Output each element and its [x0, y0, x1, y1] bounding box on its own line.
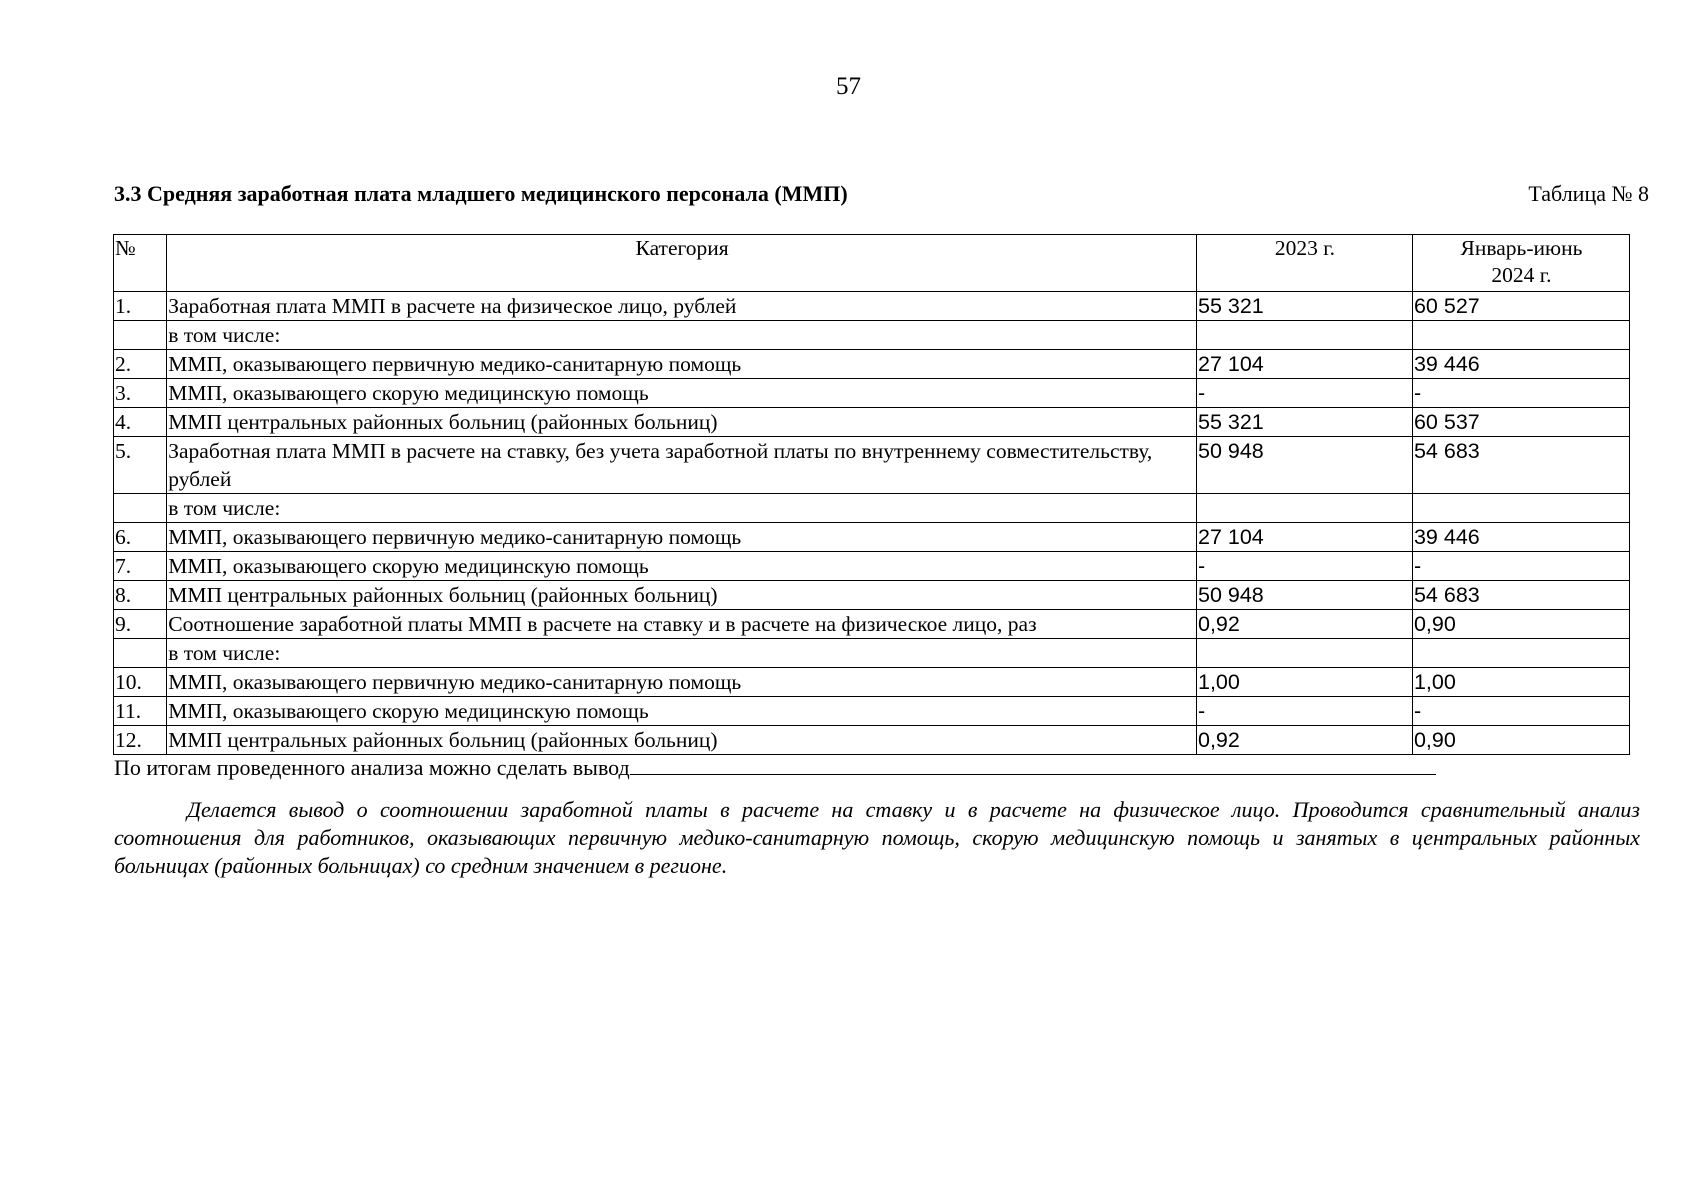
- header-2023: 2023 г.: [1196, 235, 1412, 292]
- section-title: 3.3 Средняя заработная плата младшего медицинского персонала (ММП): [114, 181, 848, 206]
- row-category: Соотношение заработной платы ММП в расчете на ставку и в расчете на физическое лицо, раз: [167, 610, 1197, 639]
- row-num: 9.: [114, 610, 167, 639]
- row-value-2023: [1196, 321, 1412, 350]
- row-num: 6.: [114, 523, 167, 552]
- page-number: 57: [836, 73, 861, 100]
- row-value-2024: 54 683: [1412, 437, 1629, 494]
- table-row: [114, 379, 1630, 408]
- row-category: ММП центральных районных больниц (районных больниц): [167, 581, 1197, 610]
- row-value-2023: 50 948: [1196, 437, 1412, 494]
- row-value-2023: 27 104: [1196, 523, 1412, 552]
- table-row: [114, 292, 1630, 321]
- row-value-2023: 55 321: [1196, 292, 1412, 321]
- row-value-2024: -: [1412, 697, 1629, 726]
- row-value-2023: -: [1196, 379, 1412, 408]
- table-row: [114, 350, 1630, 379]
- row-num: 8.: [114, 581, 167, 610]
- row-value-2023: [1196, 639, 1412, 668]
- table-row: [114, 321, 1630, 350]
- row-category: Заработная плата ММП в расчете на ставку, без учета заработной платы по внутреннему совместительству, рублей: [167, 437, 1197, 494]
- table-row: [114, 552, 1630, 581]
- table-row: [114, 523, 1630, 552]
- row-value-2023: -: [1196, 697, 1412, 726]
- row-category: ММП, оказывающего скорую медицинскую помощь: [167, 552, 1197, 581]
- table-row: [114, 610, 1630, 639]
- row-value-2024: [1412, 639, 1629, 668]
- row-value-2024: [1412, 321, 1629, 350]
- row-category: ММП, оказывающего скорую медицинскую помощь: [167, 379, 1197, 408]
- row-num: 5.: [114, 437, 167, 494]
- table-row: [114, 437, 1630, 494]
- table-row: [114, 581, 1630, 610]
- header-2024: [1412, 235, 1629, 292]
- row-category: ММП, оказывающего скорую медицинскую помощь: [167, 697, 1197, 726]
- row-num: [114, 321, 167, 350]
- row-num: 7.: [114, 552, 167, 581]
- row-value-2023: 0,92: [1196, 726, 1412, 755]
- row-category: в том числе:: [167, 321, 1197, 350]
- row-num: 11.: [114, 697, 167, 726]
- row-category: в том числе:: [167, 639, 1197, 668]
- heading-row: [114, 180, 1649, 210]
- row-value-2024: -: [1412, 379, 1629, 408]
- row-value-2024: 1,00: [1412, 668, 1629, 697]
- row-value-2023: 50 948: [1196, 581, 1412, 610]
- row-value-2024: 54 683: [1412, 581, 1629, 610]
- table-row: [114, 494, 1630, 523]
- row-value-2023: [1196, 494, 1412, 523]
- row-num: 3.: [114, 379, 167, 408]
- row-value-2023: 27 104: [1196, 350, 1412, 379]
- table-row: [114, 726, 1630, 755]
- row-value-2023: -: [1196, 552, 1412, 581]
- header-category: Категория: [167, 235, 1197, 292]
- row-value-2024: 0,90: [1412, 610, 1629, 639]
- row-value-2024: 0,90: [1412, 726, 1629, 755]
- row-value-2024: 39 446: [1412, 350, 1629, 379]
- row-value-2024: 60 527: [1412, 292, 1629, 321]
- table-row: [114, 639, 1630, 668]
- table-row: [114, 408, 1630, 437]
- conclusion-prompt: По итогам проведенного анализа можно сделать вывод: [114, 755, 630, 780]
- row-category: Заработная плата ММП в расчете на физическое лицо, рублей: [167, 292, 1197, 321]
- row-category: ММП центральных районных больниц (районных больниц): [167, 408, 1197, 437]
- row-value-2024: -: [1412, 552, 1629, 581]
- wage-table: [113, 234, 1630, 755]
- conclusion-line: [114, 754, 1436, 782]
- row-value-2024: 39 446: [1412, 523, 1629, 552]
- conclusion-fill-line: [630, 754, 1436, 775]
- row-num: 2.: [114, 350, 167, 379]
- header-2024-line1: Январь-июнь: [1460, 236, 1583, 260]
- row-value-2024: [1412, 494, 1629, 523]
- row-num: 1.: [114, 292, 167, 321]
- row-num: [114, 639, 167, 668]
- row-category: ММП центральных районных больниц (районных больниц): [167, 726, 1197, 755]
- row-category: в том числе:: [167, 494, 1197, 523]
- row-category: ММП, оказывающего первичную медико-санитарную помощь: [167, 668, 1197, 697]
- row-value-2023: 1,00: [1196, 668, 1412, 697]
- row-value-2023: 55 321: [1196, 408, 1412, 437]
- table-row: [114, 668, 1630, 697]
- row-category: ММП, оказывающего первичную медико-санитарную помощь: [167, 350, 1197, 379]
- header-2024-line2: 2024 г.: [1491, 263, 1552, 287]
- row-num: 12.: [114, 726, 167, 755]
- row-num: [114, 494, 167, 523]
- row-num: 10.: [114, 668, 167, 697]
- row-category: ММП, оказывающего первичную медико-санитарную помощь: [167, 523, 1197, 552]
- table-header-row: [114, 235, 1630, 292]
- header-num: №: [114, 235, 167, 292]
- row-num: 4.: [114, 408, 167, 437]
- table-row: [114, 697, 1630, 726]
- explanation-paragraph: Делается вывод о соотношении заработной платы в расчете на ставку и в расчете на физическое лицо. Проводится сравнительный анализ соотношения для работников, оказывающих первичную медико-санитарную помощь, скорую медицинскую помощь и занятых в центральных районных больницах (районных больницах) со средним значением в регионе.: [114, 797, 1640, 878]
- row-value-2023: 0,92: [1196, 610, 1412, 639]
- row-value-2024: 60 537: [1412, 408, 1629, 437]
- table-label: Таблица № 8: [1528, 181, 1649, 206]
